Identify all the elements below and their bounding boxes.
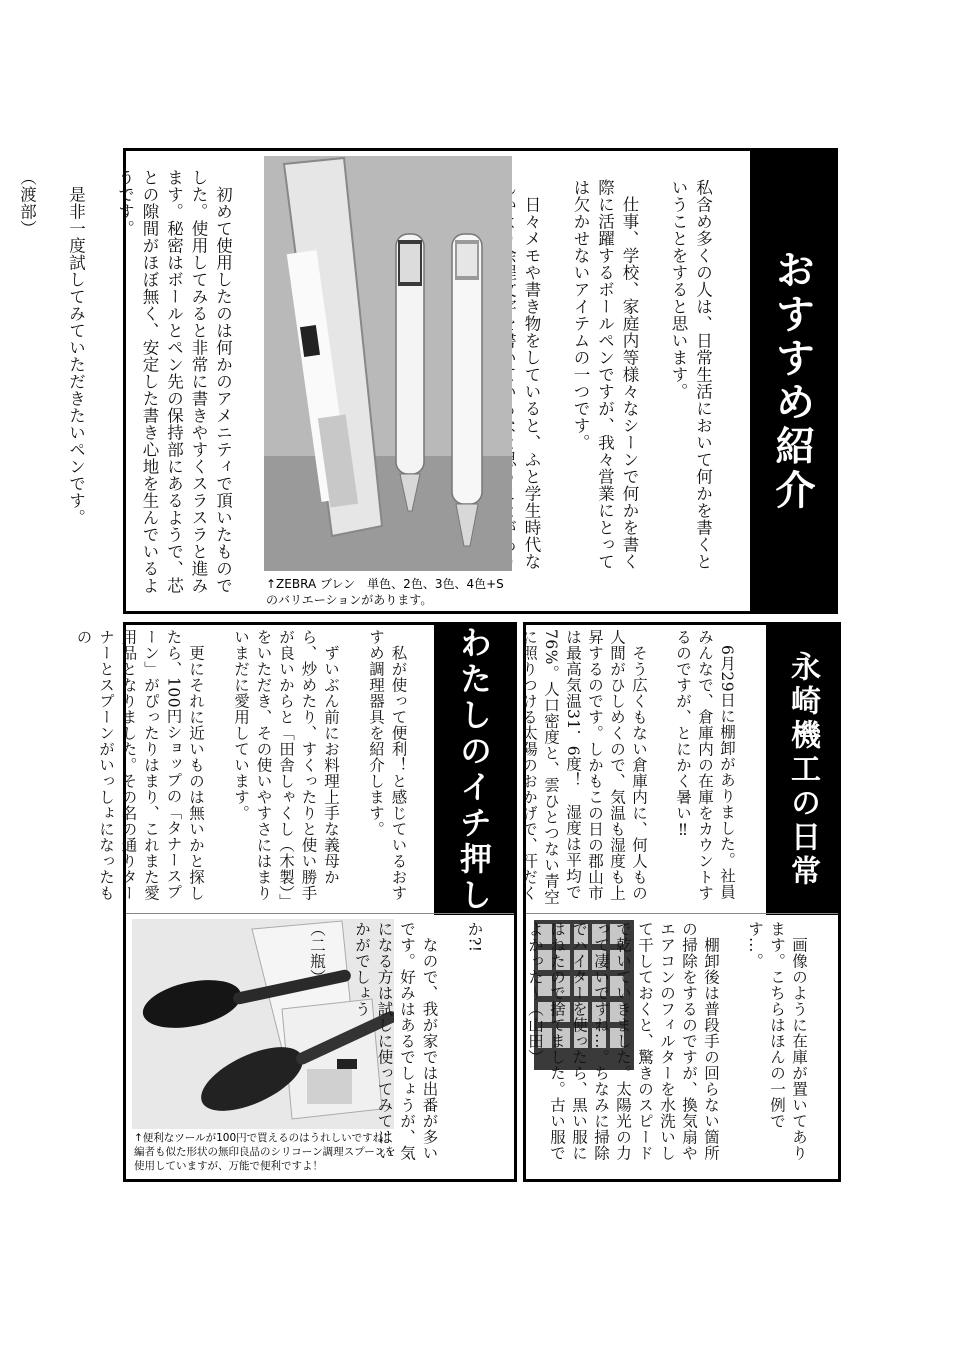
top-paragraph-1: 私含め多くの人は、日常生活において何かを書くということをすると思います。 bbox=[669, 179, 713, 570]
daily-paragraph-3: 画像のように在庫が置いてあります。こちらはほんの一例です…。 bbox=[746, 921, 808, 1161]
daily-paragraph-2: そう広くもない倉庫内に、何人もの人間がひしめくので、気温も湿度も上昇するのです。しかもこの日の郡山市は最高気温31．6度！ 湿度は平均で76%。人口密度と、雲ひとつない青空に照りつける太陽のおかげで、汗だく bbox=[520, 629, 648, 905]
recommend-text-lower bbox=[308, 921, 508, 1176]
top-paragraph-5: 是非一度試してみていただきたいペンです。 bbox=[66, 169, 86, 526]
top-title: おすすめ紹介 bbox=[769, 249, 815, 513]
recommend-text-upper bbox=[74, 629, 432, 909]
recommend-title: わたしのイチ押し bbox=[455, 626, 493, 914]
recommend-title-band bbox=[434, 625, 514, 915]
daily-title: 永崎機工の日常 bbox=[785, 651, 820, 889]
daily-divider bbox=[526, 913, 838, 914]
top-paragraph-4: 初めて使用したのは何かのアメニティで頂いたものでした。使用してみると非常に書きやすくスラスラと進みます。秘密はボールとペン先の保持部にあるようで、芯との隙間がほぼ無く、安定した書き心地を生んでいるようです。 bbox=[115, 169, 233, 594]
recommend-paragraph-6: （二瓶） bbox=[308, 921, 326, 985]
recommend-article-frame bbox=[74, 622, 517, 1182]
top-paragraph-6: （渡部） bbox=[17, 169, 37, 237]
top-paragraph-3: 日々メモや書き物をしていると、ふと学生時代な bbox=[522, 196, 541, 570]
daily-article-frame bbox=[520, 622, 841, 1182]
pen-illustration bbox=[264, 156, 512, 571]
recommend-paragraph-2: ずいぶん前にお料理上手な義母から、炒めたり、すくったりと使い勝手が良いからと「田舎しゃくし（木製）」をいただき、その使いやすさにはまりいまだに愛用しています。 bbox=[232, 629, 340, 902]
recommend-paragraph-1: 私が使って便利！と感じているおすすめ調理器具を紹介します。 bbox=[367, 629, 408, 901]
spoon-photo-caption: ↑便利なツールが100円で買えるのはうれしいですね！編者も似た形状の無印良品のシリコーン調理スプーンを使用していますが、万能で便利ですよ！ bbox=[134, 1132, 396, 1172]
daily-paragraph-4: 棚卸後は普段手の回らない箇所の掃除をするのですが、換気扇やエアコンのフィルターを水洗いして干しておくと、驚きのスピードで乾いていきました。太陽光の力って凄いですね…。ちなみに掃除でハイターを使ったら、黒い服にはねたので捨てました。古い服でよかった～（山田） bbox=[526, 921, 720, 1161]
recommend-paragraph-3: 更にそれに近いものは無いかと探したら、100円ショップの「タナースプーン」がぴったりはまり、これまた愛用品となりました。その名の通りターナーとスプーンがいっしょになったもの bbox=[74, 629, 205, 901]
recommend-paragraph-5: なので、我が家では出番が多いです。好みはあるでしょうが、気になる方は試しに使ってみてはいかがでしょう bbox=[353, 921, 439, 1161]
top-paragraph-2: 仕事、学校、家庭内等様々なシーンで何かを書く際に活躍するボールペンですが、我々営業にとっては欠かせないアイテムの一つです。 bbox=[571, 179, 639, 570]
daily-text-upper bbox=[520, 629, 760, 909]
daily-paragraph-1: 6月29日に棚卸がありました。社員みんなで、倉庫内の在庫をカウントするのですが、とにかく暑い‼ bbox=[674, 629, 736, 901]
daily-text-lower bbox=[526, 921, 832, 1176]
top-article-frame bbox=[17, 148, 838, 614]
recommend-paragraph-4: か?! bbox=[465, 921, 484, 953]
pen-photo bbox=[264, 156, 512, 571]
pen-photo-caption: ↑ZEBRA ブレン 単色、2色、3色、4色+S のバリエーションがあります。 bbox=[266, 577, 504, 607]
recommend-divider bbox=[126, 913, 514, 914]
daily-title-band bbox=[766, 625, 838, 915]
top-title-band bbox=[750, 151, 835, 611]
top-article-text-lower bbox=[17, 169, 259, 609]
